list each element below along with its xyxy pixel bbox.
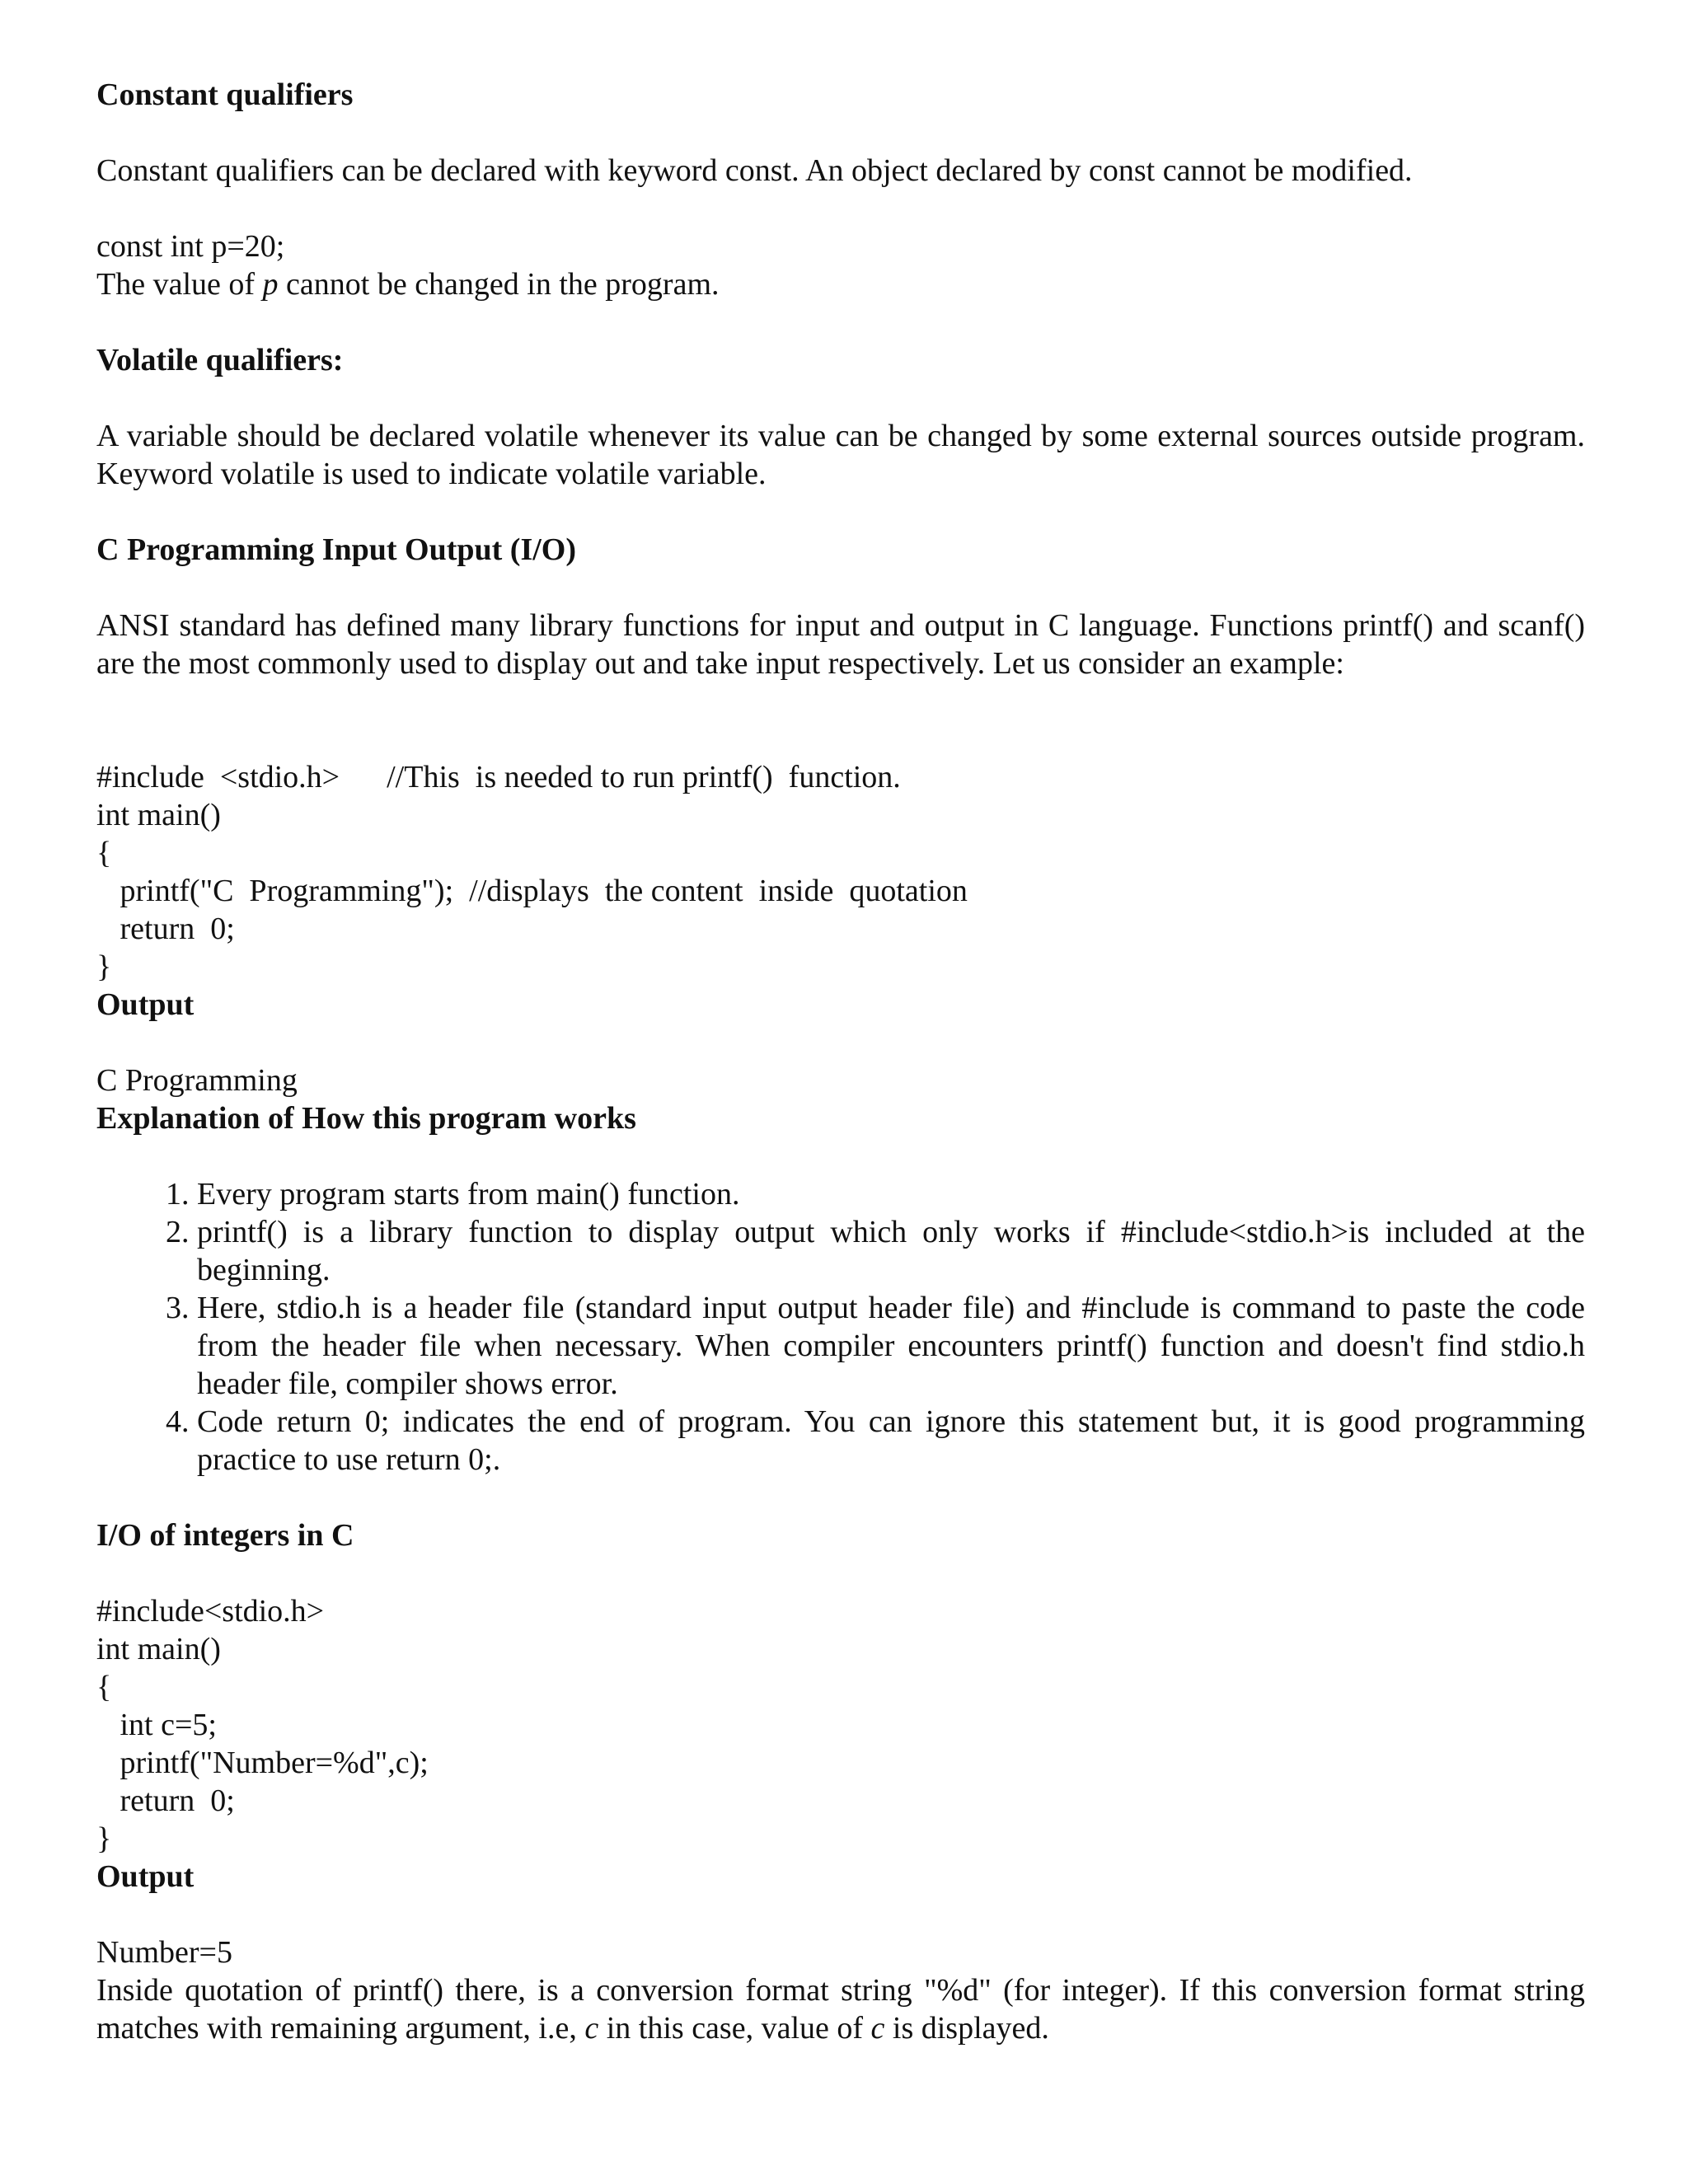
code-line: return 0;	[96, 912, 235, 946]
volatile-qualifiers-heading: Volatile qualifiers:	[96, 343, 344, 377]
code-line: #include<stdio.h>	[96, 1594, 325, 1629]
io-heading: C Programming Input Output (I/O)	[96, 532, 577, 567]
final-text-1: Inside quotation of printf() there, is a conversion format string "%d" (for integer). If this conversion format string matches with remaining argument, i.e,	[96, 1973, 1585, 2046]
volatile-paragraph: A variable should be declared volatile whenever its value can be changed by some external sources outside program. Keyword volatile is used to indicate volatile variable.	[96, 419, 1585, 491]
final-text-2: in this case, value of	[598, 2011, 871, 2046]
code-line: printf("C Programming"); //displays the content inside quotation	[96, 874, 968, 908]
code-line: }	[96, 949, 112, 984]
code-block-2	[96, 1592, 1585, 1858]
output-value-2: Number=5	[96, 1935, 232, 1970]
final-var-2: c	[870, 2011, 885, 2046]
code-line: int main()	[96, 798, 221, 832]
output-heading-2: Output	[96, 1859, 195, 1894]
code-line: return 0;	[96, 1783, 235, 1818]
constant-qualifiers-heading: Constant qualifiers	[96, 77, 354, 112]
const-note-pre: The value of	[96, 267, 263, 302]
output-value-1: C Programming	[96, 1063, 298, 1098]
code-block-1	[96, 758, 1585, 986]
final-var-1: c	[584, 2011, 599, 2046]
list-item: 3. Here, stdio.h is a header file (standard input output header file) and #include is command to paste the code from the header file when necessary. When compiler encounters printf() function and doesn't find stdio.h header file, compiler shows error.	[197, 1289, 1585, 1403]
explanation-list	[96, 1175, 1585, 1479]
const-note-post: cannot be changed in the program.	[278, 267, 720, 302]
code-line: }	[96, 1821, 112, 1856]
list-item: 4. Code return 0; indicates the end of program. You can ignore this statement but, it is good programming practice to use return 0;.	[197, 1403, 1585, 1479]
const-note-var: p	[262, 267, 279, 302]
const-note	[96, 265, 1585, 303]
explanation-heading: Explanation of How this program works	[96, 1101, 636, 1136]
code-line: int main()	[96, 1632, 221, 1666]
constant-qualifiers-paragraph: Constant qualifiers can be declared with keyword const. An object declared by const cannot be modified.	[96, 153, 1413, 188]
code-line: int c=5;	[96, 1708, 217, 1742]
list-item: 2. printf() is a library function to display output which only works if #include<stdio.h>is included at the beginning.	[197, 1213, 1585, 1289]
code-line: {	[96, 836, 112, 870]
final-paragraph	[96, 1971, 1585, 2047]
document-page	[96, 76, 1585, 2047]
const-code-line: const int p=20;	[96, 229, 285, 264]
code-line: printf("Number=%d",c);	[96, 1746, 429, 1780]
code-line: {	[96, 1670, 112, 1704]
io-paragraph: ANSI standard has defined many library functions for input and output in C language. Functions printf() and scanf() are the most commonly used to display out and take input respectively. Let us consider an example:	[96, 608, 1585, 681]
final-text-3: is displayed.	[884, 2011, 1049, 2046]
integers-io-heading: I/O of integers in C	[96, 1518, 354, 1553]
code-line: #include <stdio.h> //This is needed to run printf() function.	[96, 760, 901, 794]
list-item: 1. Every program starts from main() function.	[197, 1175, 1585, 1213]
output-heading-1: Output	[96, 987, 195, 1022]
